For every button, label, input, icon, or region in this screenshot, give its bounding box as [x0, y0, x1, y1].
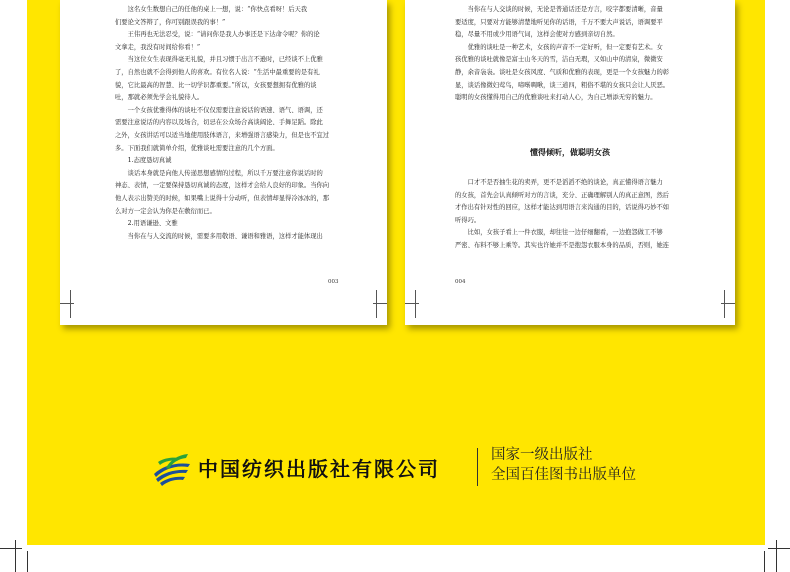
crop-mark — [0, 548, 22, 549]
text-line: 当你在与人交谈的时候，无论是普通话还是方言，咬字都要清晰，音量 — [467, 6, 663, 13]
text-line: 稳，尽量不用或少用语气词，这样会使对方感到亲切自然。 — [455, 31, 619, 39]
text-line: 口才不是否抽生花的卖弄，更不是滔滔不绝的谈论，真正懂得语言魅力 — [467, 179, 663, 186]
right-page-text-lower — [455, 177, 685, 253]
text-line: 王伟再也无法忍受，说：“请问你是我人办事还是下达命令呢？你的论 — [127, 31, 320, 39]
crop-mark — [776, 540, 777, 572]
text-line: 当这位女生表现得毫无礼貌，并且习惯于出言不逊时，已经谈不上优雅 — [127, 56, 323, 64]
text-line: 当你在与人交流的时候，需要多用敬语、谦语和雅语，这样才能体现出 — [127, 232, 323, 240]
text-line: 听得巧。 — [455, 216, 481, 224]
book-page-left — [60, 0, 387, 325]
text-line: 静，余音袅袅。谈吐是女孩风度、气质和优雅的表现，更是一个女孩魅力的彰 — [455, 68, 670, 76]
text-line: 文拿走，我没有时间给你看！” — [115, 43, 201, 51]
text-line: 他人表示出赞美的时候，如果嘴上说得十分动听，但表情却显得冷冰冰的，那 — [115, 194, 330, 202]
text-line: 谈话本身就是向他人传递思想感情的过程，所以千万要注意你说话时的 — [127, 169, 323, 177]
crop-mark — [15, 540, 16, 572]
crop-mark — [764, 551, 765, 572]
text-line: 聪明的女孩懂得用自己的优雅谈吐来打动人心，为自己增添无穷的魅力。 — [455, 94, 657, 102]
text-line: 比如，女孩子看上一件衣服，却往往一边仔细翻看，一边抱怨做工不够 — [467, 229, 663, 237]
crop-mark — [27, 551, 28, 572]
text-line: 一个女孩优雅得体的谈吐不仅仅需要注意说话的语速、语气、语调，还 — [127, 106, 323, 114]
text-line: 的女孩，首先会认真倾听对方的言谈，充分、正确理解别人的真正意图，然后 — [455, 191, 670, 199]
crop-mark — [768, 548, 790, 549]
text-line: 之外，女孩讲话可以适当地使用肢体语言，来增强语言感染力，但是也不宜过 — [115, 131, 330, 139]
text-line: 孩优雅的谈吐就像是富士山冬天的雪，洁白无瑕，又如山中的清泉，微微安 — [455, 56, 663, 64]
footer-divider — [477, 448, 478, 486]
text-line: 才作出有针对性的回应，这样才能达到用语言来沟通的目的，话说得巧妙不如 — [455, 204, 670, 212]
text-line: 么对方一定会认为你是在敷衍而已。 — [115, 207, 216, 215]
text-line: 需要注意说话的内容以及场合，切忌在公众场合高谈阔论、手舞足蹈。除此 — [115, 119, 323, 127]
text-line: 优雅的谈吐是一种艺术，女孩的声音不一定好听，但一定要有艺术。女 — [467, 43, 663, 51]
credential-line-1: 国家一级出版社 — [491, 447, 593, 463]
publisher-footer — [0, 440, 790, 500]
left-page-text — [115, 4, 335, 243]
text-line: 了，自然也就不会得到他人的喜欢。有位名人说：“生活中最重要的是有礼 — [115, 68, 320, 76]
text-line: 们要论文答辩了，你可别跟误我的事！” — [115, 18, 226, 26]
page-number-left: 003 — [328, 279, 339, 285]
text-line: 貌，它比最高的智慧、比一切学识都重要。”所以，女孩要想拥有优雅的谈 — [115, 81, 317, 89]
text-line: 2.用语谦逊、文雅 — [127, 220, 178, 228]
text-line: 多。下面我们就简单介绍，优雅谈吐需要注意的几个方面。 — [115, 144, 279, 152]
page-number-right: 004 — [455, 279, 466, 285]
text-line: 神态、表情，一定要保持恳切真诚的态度，这样才会给人良好的印象。当你向 — [115, 182, 330, 190]
text-line: 吐，那就必须先学会礼貌待人。 — [115, 94, 204, 102]
publisher-logo-icon — [152, 452, 192, 486]
text-line: 1.态度恳切真诚 — [127, 157, 172, 165]
text-line: 严密、布料不够上乘等。其实也许她并不是抱怨衣服本身的品质，否则，她连 — [455, 241, 670, 249]
text-line: 这名女生数想自己的任他的桌上一想，说：“你快点看呀！后天我 — [127, 6, 308, 13]
right-page-text-top — [455, 4, 685, 105]
text-line: 显，谈话像微妇莺鸟，啼啭啁啾，谈三道四，粗俗不堪的女孩只会让人厌恶。 — [455, 81, 670, 89]
credential-line-2: 全国百佳图书出版单位 — [491, 467, 636, 483]
publisher-name: 中国纺织出版社有限公司 — [198, 457, 440, 481]
text-line: 要适度，只要对方能够清楚地听见你的话语，千万不要大声说话，语调要平 — [455, 18, 663, 26]
book-page-right — [405, 0, 735, 325]
section-title: 懂得倾听，做聪明女孩 — [530, 148, 610, 157]
